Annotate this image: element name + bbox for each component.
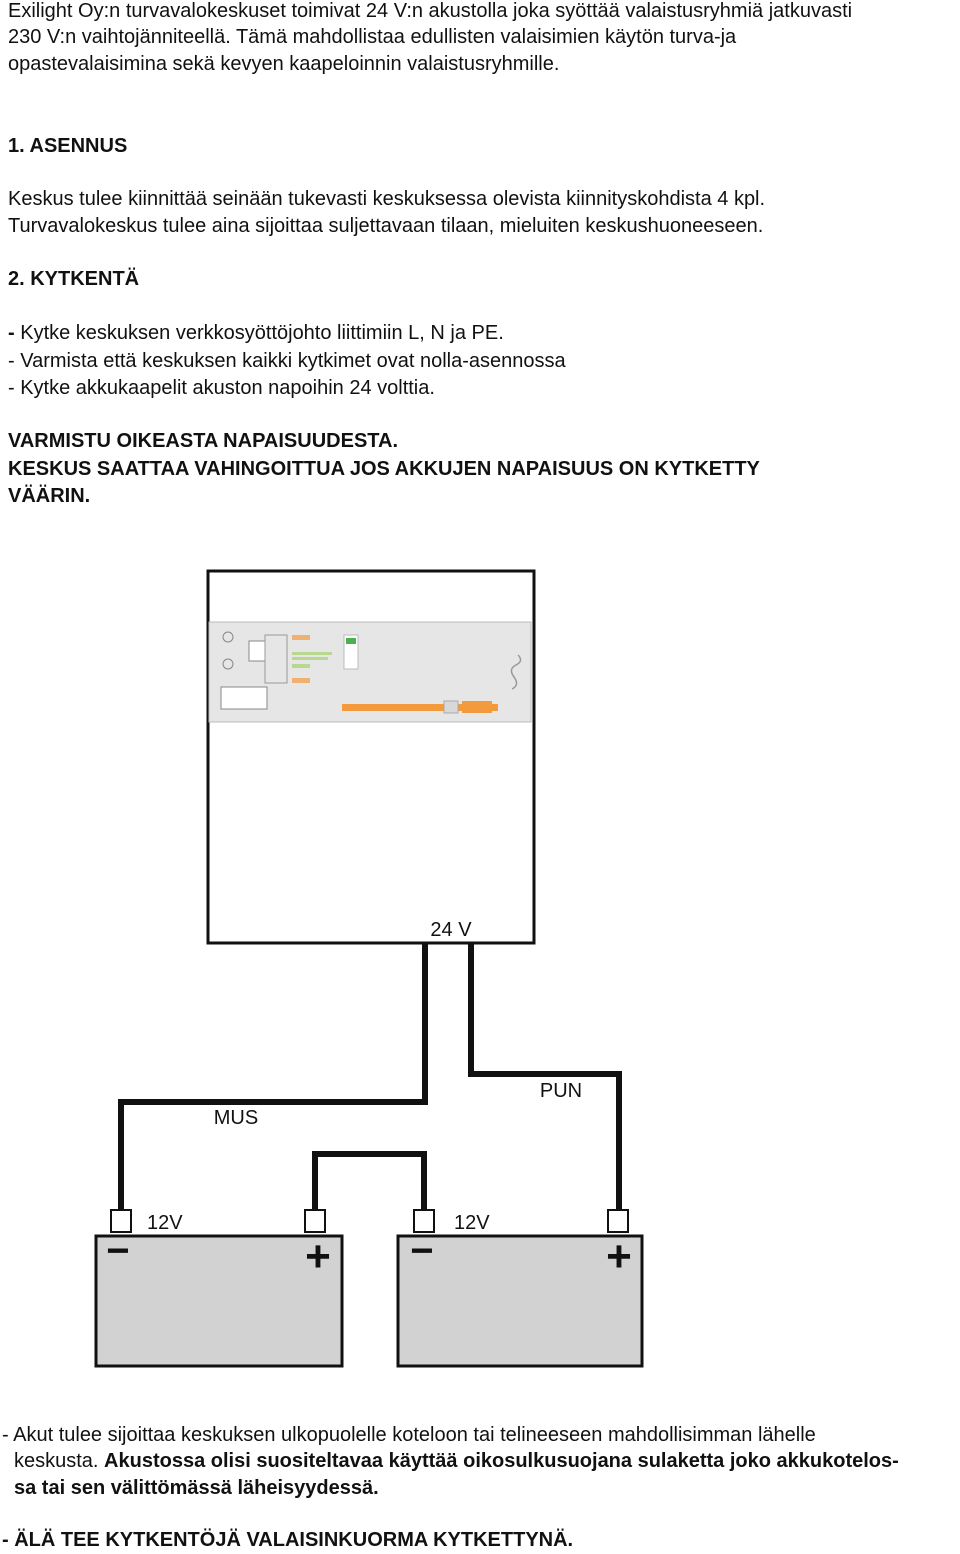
- warning-line-3: VÄÄRIN.: [8, 485, 91, 507]
- voltage-label: 24 V: [430, 919, 472, 941]
- black-wire: [121, 943, 425, 1210]
- wire-red-label: PUN: [539, 1080, 583, 1102]
- warning-line-2: KESKUS SAATTAA VAHINGOITTUA JOS AKKUJEN NAPAISUUS ON KYTKETTY: [8, 458, 760, 480]
- battery-wiring-diagram: [0, 560, 960, 1380]
- section-2-heading: 2. KYTKENTÄ: [8, 268, 140, 290]
- footer-line-3: sa tai sen välittömässä läheisyydessä.: [14, 1477, 379, 1499]
- battery-1: [96, 1210, 342, 1366]
- red-wire: [471, 943, 619, 1210]
- intro-line-1: Exilight Oy:n turvavalokeskuset toimivat 24 V:n akustolla joka syöttää valaistusryhmiä jatkuvasti: [8, 0, 853, 22]
- intro-line-3: opastevalaisimina sekä kevyen kaapeloinnin valaistusryhmille.: [8, 53, 560, 75]
- battery-2-plus-sign: +: [606, 1232, 632, 1281]
- battery-1-label: 12V: [147, 1212, 183, 1234]
- footer-line-2-bold: Akustossa olisi suositeltavaa käyttää oikosulkusuojana sulaketta joko akkukotelos-: [104, 1450, 899, 1472]
- section-2-bullet-3: - Kytke akkukaapelit akuston napoihin 24 volttia.: [8, 377, 435, 399]
- section-1-line-2: Turvavalokeskus tulee aina sijoittaa suljettavaan tilaan, mieluiten keskushuoneeseen.: [8, 215, 764, 237]
- section-2-bullet-2: - Varmista että keskuksen kaikki kytkimet ovat nolla-asennossa: [8, 350, 566, 372]
- section-1-line-1: Keskus tulee kiinnittää seinään tukevasti keskuksessa olevista kiinnityskohdista 4 kpl.: [8, 188, 766, 210]
- section-2-bullet-1: [8, 320, 504, 347]
- battery-2-label: 12V: [454, 1212, 490, 1234]
- battery-1-minus-sign: −: [106, 1229, 130, 1273]
- intro-line-2: 230 V:n vaihtojänniteellä. Tämä mahdollistaa edullisten valaisimien käytön turva-ja: [8, 26, 737, 48]
- battery-1-plus-terminal: [305, 1210, 325, 1232]
- battery-2-minus-sign: −: [410, 1229, 434, 1273]
- bullet-1-text: Kytke keskuksen verkkosyöttöjohto liittimiin L, N ja PE.: [14, 322, 504, 344]
- wire-black-label: MUS: [213, 1107, 259, 1129]
- footer-line-1: - Akut tulee sijoittaa keskuksen ulkopuolelle koteloon tai telineeseen mahdollisimman lähelle: [2, 1424, 816, 1446]
- battery-2: [398, 1210, 642, 1366]
- footer-line-2: [14, 1448, 899, 1475]
- footer-warning: - ÄLÄ TEE KYTKENTÖJÄ VALAISINKUORMA KYTKETTYNÄ.: [2, 1529, 574, 1551]
- footer-line-2-normal: keskusta.: [14, 1450, 105, 1472]
- battery-1-plus-sign: +: [305, 1232, 331, 1281]
- battery-2-plus-terminal: [608, 1210, 628, 1232]
- warning-line-1: VARMISTU OIKEASTA NAPAISUUDESTA.: [8, 430, 399, 452]
- battery-link-wire: [315, 1154, 424, 1210]
- bullet-dash: -: [8, 322, 15, 344]
- cabinet-front-panel: [209, 622, 531, 722]
- section-1-heading: 1. ASENNUS: [8, 135, 128, 157]
